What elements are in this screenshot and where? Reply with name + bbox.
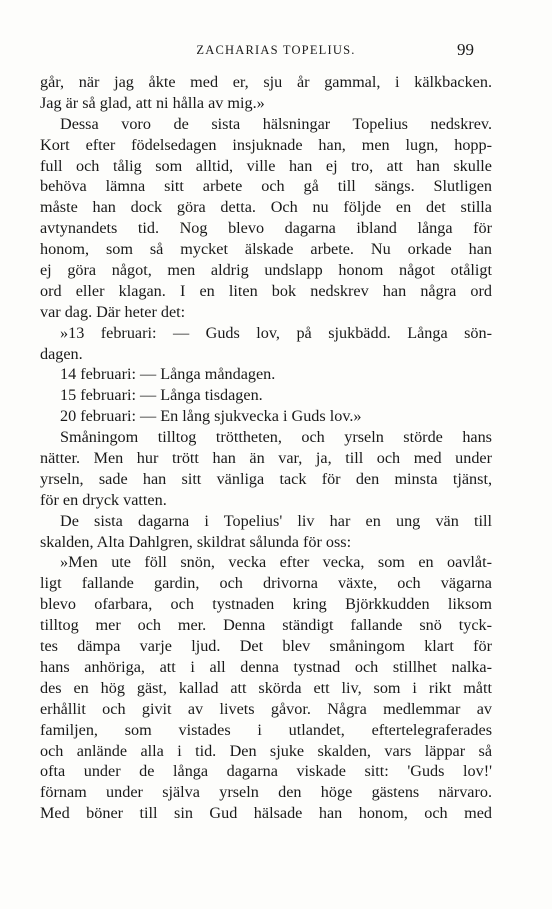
text-line: nätter. Men hur trött han än var, ja, till och med under [40,449,492,468]
text-line: erhållit och givit av livets gåvor. Några medlemmar av [40,699,492,718]
text-line: blevo ofarbara, och tystnaden kring Björkkudden liksom [40,595,492,614]
text-line: familjen, som vistades i utlandet, eftertelegraferades [40,720,492,739]
text-line: 20 februari: — En lång sjukvecka i Guds lov.» [60,407,362,426]
text-line: tilltog mer och mer. Denna ständigt fallande snö tyck- [40,616,492,635]
text-line: Kort efter födelsedagen insjuknade han, men lugn, hopp- [40,135,492,154]
text-line: ofta under de långa dagarna viskade sitt: 'Guds lov!' [40,762,492,781]
text-line: Med böner till sin Gud hälsade han honom, och med [40,804,492,823]
text-line: Dessa voro de sista hälsningar Topelius nedskrev. [60,114,492,133]
text-line: Jag är så glad, att ni hålla av mig.» [40,93,265,112]
text-line: yrseln, sade han sitt vänliga tack för den minsta tjänst, [40,469,492,488]
text-line: och anlände alla i tid. Den sjuke skalden, vars läppar så [40,741,492,760]
text-line: skalden, Alta Dahlgren, skildrat sålunda för oss: [40,532,352,551]
text-line: 15 februari: — Långa tisdagen. [60,386,263,405]
text-line: avtynandets tid. Nog blevo dagarna ibland långa för [40,219,492,238]
text-line: »13 februari: — Guds lov, på sjukbädd. Långa sön- [60,323,492,342]
text-line: ligt fallande gardin, och drivorna växte, och vägarna [40,574,492,593]
text-line: behöva lämna sitt arbete och gå till sängs. Slutligen [40,177,492,196]
text-line: ord eller klagan. I en liten bok nedskrev han några ord [40,281,492,300]
text-line: honom, som så mycket älskade arbete. Nu orkade han [40,240,492,259]
text-line: dagen. [40,344,83,363]
page-number: 99 [457,40,474,59]
text-line: tes dämpa varje ljud. Det blev småningom klart för [40,637,492,656]
text-line: De sista dagarna i Topelius' liv har en ung vän till [60,511,492,530]
text-line: förnam under själva yrseln den höge gästens närvaro. [40,783,492,802]
text-line: hans anhöriga, att i all denna tystnad och stillhet nalka- [40,657,492,676]
text-line: ej göra något, men aldrig undslapp honom något otåligt [40,261,492,280]
text-line: var dag. Där heter det: [40,302,186,321]
text-line: full och tålig som alltid, ville han ej tro, att han skulle [40,156,492,175]
text-line: för en dryck vatten. [40,490,167,509]
text-line: Småningom tilltog tröttheten, och yrseln störde hans [60,428,492,447]
text-line: måste han dock göra detta. Och nu följde en det stilla [40,198,492,217]
text-line: des en hög gäst, kallad att skörda ett liv, som i rikt mått [40,678,492,697]
text-line: 14 februari: — Långa måndagen. [60,365,276,384]
page-header [0,40,552,64]
running-head: ZACHARIAS TOPELIUS. [196,43,356,57]
text-line: »Men ute föll snön, vecka efter vecka, som en oavlåt- [60,553,492,572]
body-text [40,72,492,824]
text-line: går, när jag åkte med er, sju år gammal, i kälkbacken. [40,73,492,91]
